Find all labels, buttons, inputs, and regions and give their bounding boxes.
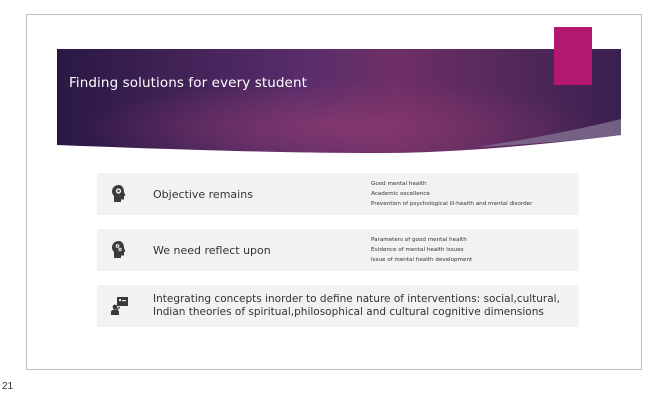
page-number: 21 xyxy=(2,381,14,392)
head-gear-icon xyxy=(110,184,130,204)
list-item: Parameters of good mental health xyxy=(371,237,467,243)
objective-card xyxy=(97,173,579,215)
head-gears-icon xyxy=(110,240,130,260)
card-text: Integrating concepts inorder to define nature of interventions: social,cultural, Indian theories of spiritual,philosophical and cultural cognitive dimensions xyxy=(153,293,560,318)
list-item: Academic excellence xyxy=(371,191,430,197)
slide-title: Finding solutions for every student xyxy=(69,75,308,91)
reflect-card xyxy=(97,229,579,271)
card-label: We need reflect upon xyxy=(153,244,271,257)
accent-block xyxy=(554,27,592,85)
interventions-card xyxy=(97,285,579,327)
list-item: Evidence of mental health issues xyxy=(371,247,464,253)
list-item: Good mental health xyxy=(371,181,427,187)
title-banner xyxy=(57,49,621,169)
card-points xyxy=(371,235,472,265)
card-label: Objective remains xyxy=(153,188,253,201)
card-points xyxy=(371,179,532,209)
slide xyxy=(26,14,642,370)
list-item: Prevention of psychological ill-health and mental disorder xyxy=(371,201,533,207)
presenter-icon xyxy=(110,296,130,316)
list-item: Issue of mental health development xyxy=(371,257,473,263)
